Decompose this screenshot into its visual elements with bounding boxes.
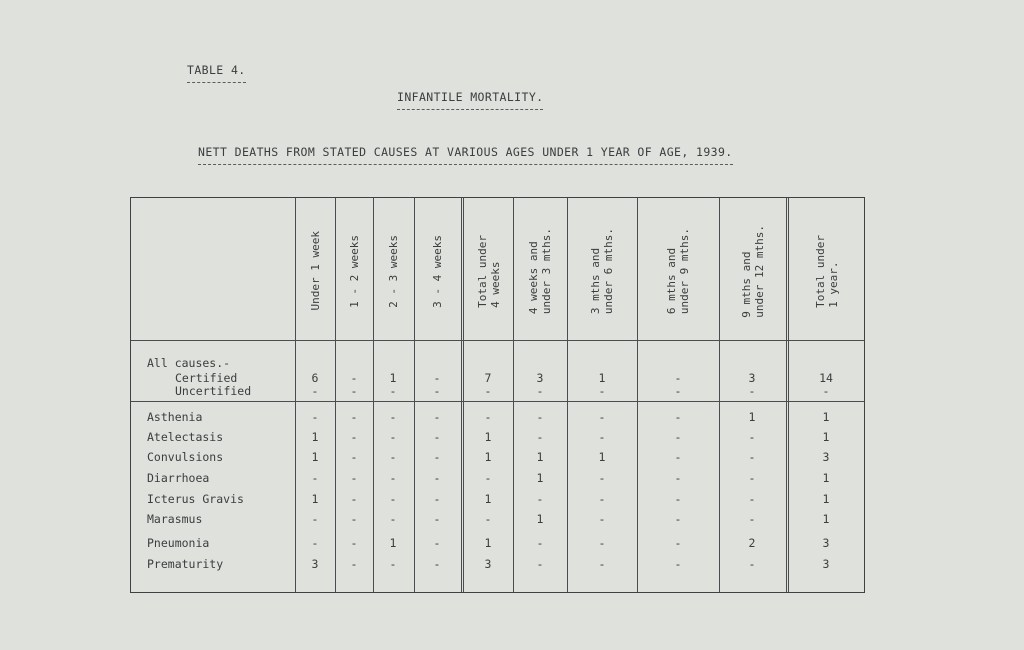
table-cell: -: [311, 471, 319, 485]
table-cell: -: [433, 536, 441, 550]
table-cell: -: [433, 450, 441, 464]
table-cell: 3: [822, 536, 830, 550]
table-cell: 1: [822, 410, 830, 424]
table-cell: 1: [536, 450, 544, 464]
table-cell: -: [598, 492, 606, 506]
table-cell: 1: [389, 536, 397, 550]
table-cell: -: [350, 471, 358, 485]
table-cell: -: [350, 410, 358, 424]
table-cell: 1: [536, 512, 544, 526]
table-cell: -: [433, 512, 441, 526]
table-cell: -: [350, 492, 358, 506]
table-cell: 7: [484, 371, 492, 385]
column-header: [719, 204, 786, 338]
table-cell: -: [748, 492, 756, 506]
table-cell: 2: [748, 536, 756, 550]
table-cell: -: [389, 492, 397, 506]
table-cell: -: [484, 471, 492, 485]
column-header-text: 1 - 2 weeks: [347, 234, 361, 308]
table-cell: -: [433, 471, 441, 485]
table-cell: 3: [311, 557, 319, 571]
column-header-text: 3 - 4 weeks: [431, 234, 444, 308]
column-header: [295, 204, 335, 338]
row-label: Uncertified: [175, 384, 252, 398]
row-label: Diarrhoea: [147, 471, 210, 485]
table-cell: -: [748, 557, 756, 571]
table-cell: -: [484, 410, 492, 424]
table-cell: -: [598, 512, 606, 526]
table-cell: -: [389, 450, 397, 464]
table-cell: -: [433, 492, 441, 506]
table-cell: 3: [748, 371, 756, 385]
table-cell: -: [674, 492, 682, 506]
column-header-text: Under 1 week: [308, 231, 322, 311]
column-header: [567, 204, 637, 338]
table-cell: -: [536, 492, 544, 506]
table-cell: -: [598, 471, 606, 485]
table-cell: 1: [484, 536, 492, 550]
table-cell: -: [674, 512, 682, 526]
table-cell: 1: [389, 371, 397, 385]
section-rule: [131, 401, 864, 402]
table-cell: -: [433, 384, 441, 398]
table-cell: 1: [311, 492, 319, 506]
row-label: Certified: [175, 371, 238, 385]
row-label: Atelectasis: [147, 430, 224, 444]
table-cell: -: [748, 384, 756, 398]
table-cell: -: [598, 410, 606, 424]
table-cell: -: [598, 430, 606, 444]
table-cell: -: [748, 471, 756, 485]
table-cell: -: [311, 536, 319, 550]
row-label: Pneumonia: [147, 536, 210, 550]
table-cell: -: [674, 557, 682, 571]
table-cell: -: [433, 557, 441, 571]
table-cell: -: [389, 410, 397, 424]
table-cell: -: [536, 536, 544, 550]
header-rule: [131, 340, 864, 341]
table-cell: 3: [536, 371, 544, 385]
column-header: [789, 204, 864, 338]
table-cell: -: [311, 512, 319, 526]
table-cell: 1: [598, 450, 606, 464]
table-cell: -: [674, 371, 682, 385]
table-cell: 1: [311, 450, 319, 464]
column-header: [414, 204, 461, 338]
table-cell: -: [389, 512, 397, 526]
table-cell: 1: [536, 471, 544, 485]
table-subheading: NETT DEATHS FROM STATED CAUSES AT VARIOUS AGES UNDER 1 YEAR OF AGE, 1939.: [198, 145, 733, 159]
table-cell: -: [433, 371, 441, 385]
table-cell: -: [433, 410, 441, 424]
table-cell: -: [311, 384, 319, 398]
row-label: Icterus Gravis: [147, 492, 244, 506]
row-label: Marasmus: [147, 512, 203, 526]
table-cell: -: [598, 557, 606, 571]
column-header: [373, 204, 414, 338]
column-header: [513, 204, 567, 338]
table-cell: -: [484, 384, 492, 398]
table-cell: -: [311, 410, 319, 424]
table-cell: -: [748, 430, 756, 444]
table-cell: -: [748, 450, 756, 464]
table-cell: -: [350, 430, 358, 444]
table-cell: 6: [311, 371, 319, 385]
table-cell: -: [389, 430, 397, 444]
table-cell: 1: [484, 492, 492, 506]
table-cell: -: [350, 557, 358, 571]
column-header: [637, 204, 719, 338]
table-cell: -: [536, 430, 544, 444]
table-cell: -: [433, 430, 441, 444]
table-cell: 1: [822, 430, 830, 444]
table-cell: -: [350, 512, 358, 526]
table-cell: -: [748, 512, 756, 526]
table-cell: -: [536, 384, 544, 398]
table-cell: -: [350, 536, 358, 550]
table-cell: -: [484, 512, 492, 526]
table-cell: -: [674, 410, 682, 424]
table-cell: -: [674, 430, 682, 444]
table-cell: 1: [748, 410, 756, 424]
table-cell: -: [389, 557, 397, 571]
table-cell: 1: [822, 471, 830, 485]
table-cell: 1: [311, 430, 319, 444]
table-cell: 1: [484, 430, 492, 444]
row-label: Convulsions: [147, 450, 224, 464]
table-cell: -: [536, 410, 544, 424]
column-header-text: 9 mths and under 12 mths.: [739, 224, 766, 318]
column-header: [335, 204, 373, 338]
table-cell: 1: [822, 512, 830, 526]
column-header-text: 4 weeks and under 3 mths.: [527, 227, 553, 315]
table-cell: -: [389, 471, 397, 485]
section-title: All causes.-: [147, 356, 231, 370]
column-header-text: Total under 1 year.: [813, 234, 840, 308]
row-label: Prematurity: [147, 557, 224, 571]
column-header-text: Total under 4 weeks: [475, 234, 502, 308]
table-cell: -: [822, 384, 830, 398]
table-cell: -: [350, 450, 358, 464]
row-label: Asthenia: [147, 410, 203, 424]
table-cell: 3: [822, 557, 830, 571]
column-header: [464, 204, 513, 338]
table-cell: -: [598, 536, 606, 550]
column-header-text: 6 mths and under 9 mths.: [665, 227, 691, 315]
table-cell: -: [674, 384, 682, 398]
table-cell: -: [674, 536, 682, 550]
table-cell: 1: [484, 450, 492, 464]
table-cell: 1: [822, 492, 830, 506]
column-header-text: 2 - 3 weeks: [387, 234, 400, 308]
column-header-text: 3 mths and under 6 mths.: [589, 227, 615, 315]
table-cell: -: [389, 384, 397, 398]
table-cell: 1: [598, 371, 606, 385]
table-cell: -: [598, 384, 606, 398]
table-cell: 3: [822, 450, 830, 464]
table-cell: -: [674, 471, 682, 485]
table-cell: -: [674, 450, 682, 464]
table-cell: -: [536, 557, 544, 571]
mortality-table: [130, 197, 865, 593]
table-cell: 3: [484, 557, 492, 571]
table-label: TABLE 4.: [187, 63, 246, 77]
table-cell: -: [350, 384, 358, 398]
document-heading: INFANTILE MORTALITY.: [397, 90, 544, 104]
table-cell: 14: [819, 371, 833, 385]
table-cell: -: [350, 371, 358, 385]
